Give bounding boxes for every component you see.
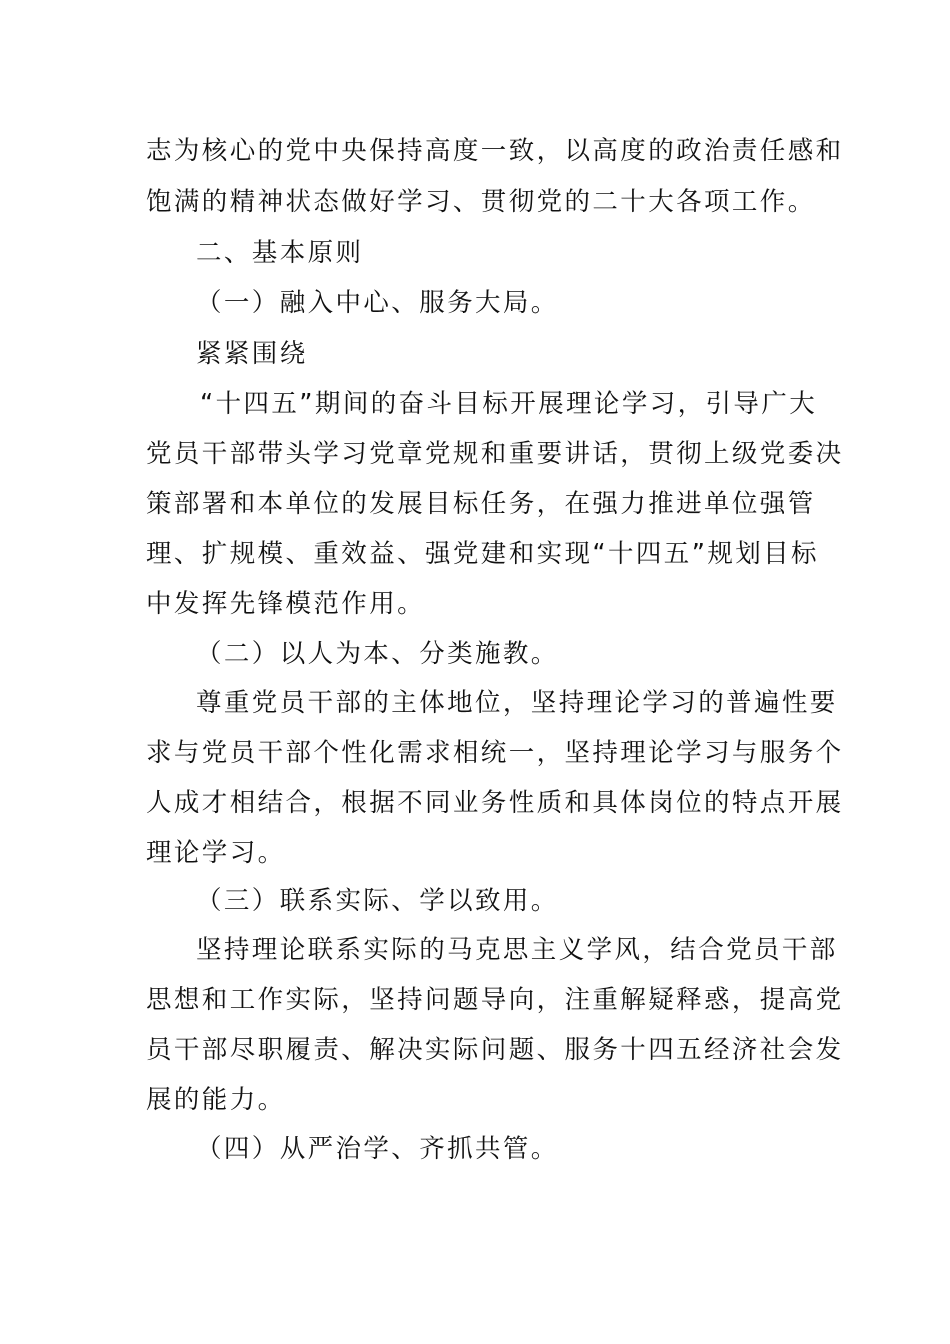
text-line: 员干部尽职履责、解决实际问题、服务十四五经济社会发 <box>146 1035 844 1065</box>
section-heading: 二、基本原则 <box>196 238 364 268</box>
text-line: 思想和工作实际，坚持问题导向，注重解疑释惑，提高党 <box>146 985 844 1015</box>
subsection-heading: （三）联系实际、学以致用。 <box>196 886 559 916</box>
text-line: 尊重党员干部的主体地位，坚持理论学习的普遍性要 <box>196 688 838 718</box>
text-line: 坚持理论联系实际的马克思主义学风，结合党员干部 <box>196 935 838 965</box>
text-line: 党员干部带头学习党章党规和重要讲话，贯彻上级党委决 <box>146 439 844 469</box>
text-line: 志为核心的党中央保持高度一致，以高度的政治责任感和 <box>146 136 844 166</box>
text-line: 中发挥先锋模范作用。 <box>146 589 426 619</box>
text-line: 求与党员干部个性化需求相统一，坚持理论学习与服务个 <box>146 738 844 768</box>
text-line: 展的能力。 <box>146 1085 286 1115</box>
text-line: 策部署和本单位的发展目标任务，在强力推进单位强管 <box>146 489 816 519</box>
subsection-heading: （一）融入中心、服务大局。 <box>196 288 559 318</box>
text-line: 紧紧围绕 <box>196 339 308 369</box>
subsection-heading: （二）以人为本、分类施教。 <box>196 639 559 669</box>
text-line: 人成才相结合，根据不同业务性质和具体岗位的特点开展 <box>146 788 844 818</box>
subsection-heading: （四）从严治学、齐抓共管。 <box>196 1134 559 1164</box>
text-line: “十四五”期间的奋斗目标开展理论学习，引导广大 <box>200 389 818 419</box>
text-line: 理论学习。 <box>146 838 286 868</box>
text-line: 理、扩规模、重效益、强党建和实现“十四五”规划目标 <box>146 539 819 569</box>
text-line: 饱满的精神状态做好学习、贯彻党的二十大各项工作。 <box>146 187 816 217</box>
